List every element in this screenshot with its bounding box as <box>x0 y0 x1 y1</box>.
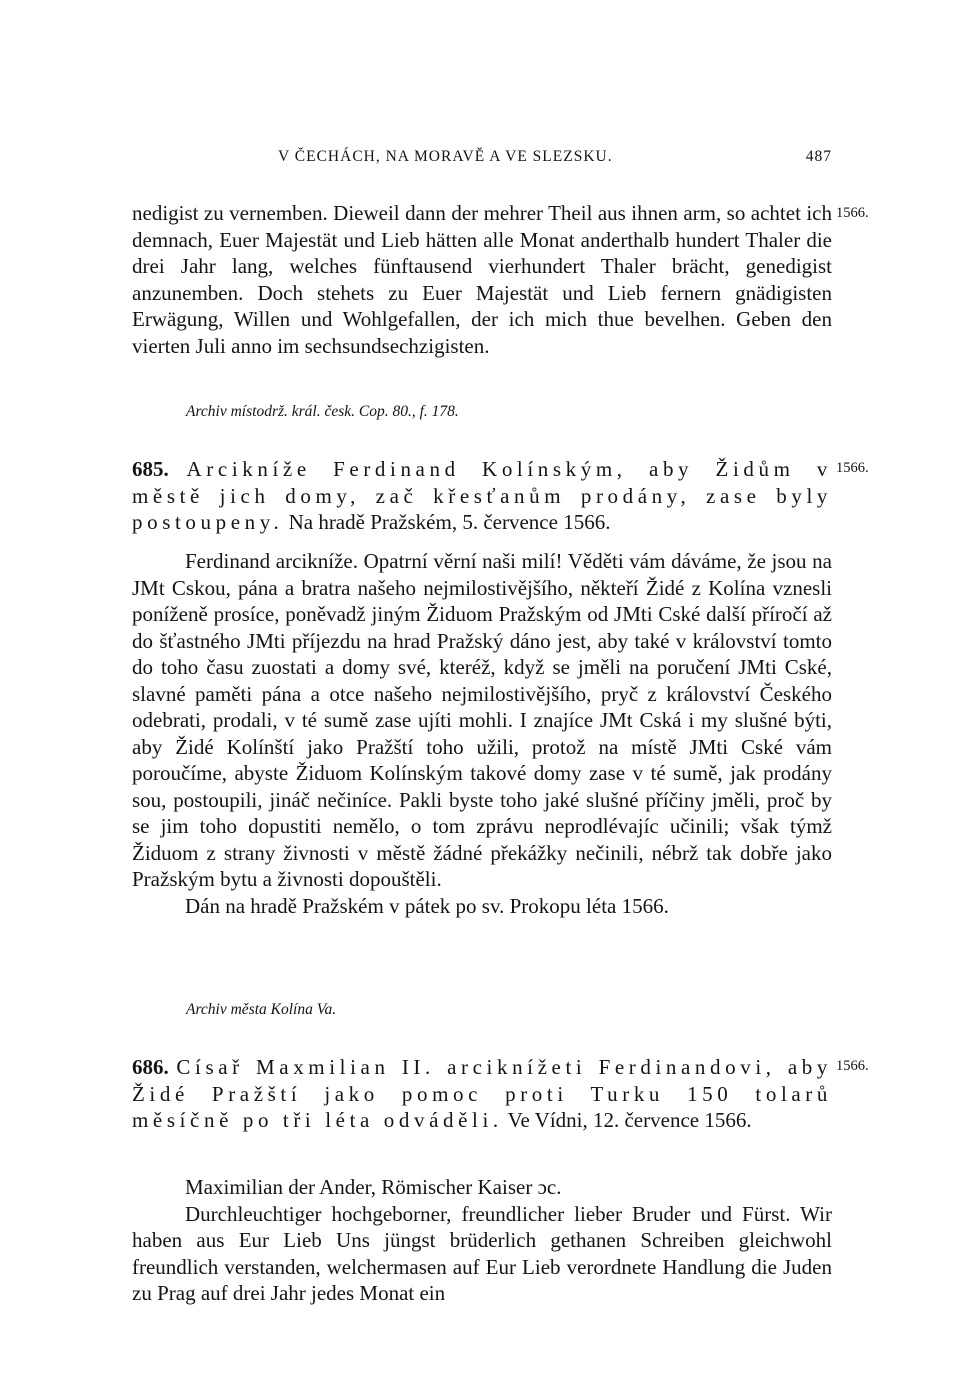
regest-686-spaced: Císař Maxmilian II. arciknížeti Ferdinandovi, aby Židé Pražští jako pomoc proti Turku 150 tolarů měsíčně po tři léta odváděli. <box>132 1055 832 1132</box>
salutation-686: Maximilian der Ander, Römischer Kaiser ɔc. <box>185 1175 562 1199</box>
date-line-685: Dán na hradě Pražském v pátek po sv. Prokopu léta 1566. <box>185 893 669 918</box>
margin-year-1: 1566. <box>836 205 869 221</box>
document-686-text <box>132 1174 832 1307</box>
body-685: Věděti vám dáváme, že jsou na JMt Cskou, pána a bratra našeho nejmilostivějšího, někteří Židé z Kolína vznesli poníženě prosíce, poněvadž jiným Židuom Pražským od JMti Cské další příročí až do šťastného JMti příjezdu na hrad Pražský dáno jest, aby také v království tomto do toho času zuostati a domy své, kteréž, když se jměli na poručení JMti Cské, slavné paměti pána a otce našeho nejmilostivějšího, pryč z království Českého odebrati, prodali, v té sumě zase ujíti mohli. I znajíce JMt Cská i my slušné býti, aby Židé Kolínští jako Pražští toho užili, protož na místě JMti Cské vám poroučíme, abyste Židuom Kolínským takové domy zase v té sumě, jak prodány sou, postoupili, jináč nečiníce. Pakli byste toho jaké slušné příčiny jměli, proč by se jim toho dopustiti nemělo, o tom zprávu neprodlévajíc učinili; však týmž Židuom z strany živnosti v městě žádné překážky nečinili, nébrž tak dobře jako Pražským bytu a živnosti dopouštěli. <box>132 549 832 891</box>
source-note-684: Archiv místodrž. král. česk. Cop. 80., f. 178. <box>186 403 459 420</box>
document-number-685: 685. <box>132 457 169 481</box>
document-number-686: 686. <box>132 1055 169 1079</box>
regest-685-place-date: Na hradě Pražském, 5. července 1566. <box>288 510 611 534</box>
body-686: Durchleuchtiger hochgeborner, freundlicher lieber Bruder und Fürst. Wir haben aus Eur Lieb Uns jüngst brüderlich gethanen Schreiben gleichwohl freundlich verstanden, welchermasen auf Eur Lieb verordnete Handlung die Juden zu Prag auf drei Jahr jedes Monat ein <box>132 1201 832 1305</box>
page-number: 487 <box>805 148 832 165</box>
source-note-685: Archiv města Kolína Va. <box>186 1001 337 1018</box>
regest-685 <box>132 456 832 536</box>
running-head: V ČECHÁCH, NA MORAVĚ A VE SLEZSKU. <box>278 148 613 165</box>
document-685-text <box>132 548 832 919</box>
margin-year-685: 1566. <box>836 460 869 476</box>
regest-685-spaced: Arcikníže Ferdinand Kolínským, aby Židům v městě jich domy, zač křesťanům prodány, zase byly postoupeny. <box>132 457 833 534</box>
continuation-paragraph: nedigist zu vernemben. Dieweil dann der mehrer Theil aus ihnen arm, so achtet ich demnach, Euer Majestät und Lieb hätten alle Monat anderthalb hundert Thaler die drei Jahr lang, welches fünftausend vierhundert Thaler brächt, genedigist anzunemben. Doch stehets zu Euer Majestät und Lieb fernern gnädigisten Erwägung, Willen und Wohlgefallen, der ich mich thue bevelhen. Geben den vierten Juli anno im sechsundsechzigisten. <box>132 201 832 358</box>
regest-686 <box>132 1054 832 1134</box>
regest-686-place-date: Ve Vídni, 12. července 1566. <box>507 1108 752 1132</box>
salutation-685: Ferdinand arcikníže. Opatrní věrní naši milí! <box>185 549 563 573</box>
continuation-text <box>132 200 832 359</box>
margin-year-686: 1566. <box>836 1058 869 1074</box>
